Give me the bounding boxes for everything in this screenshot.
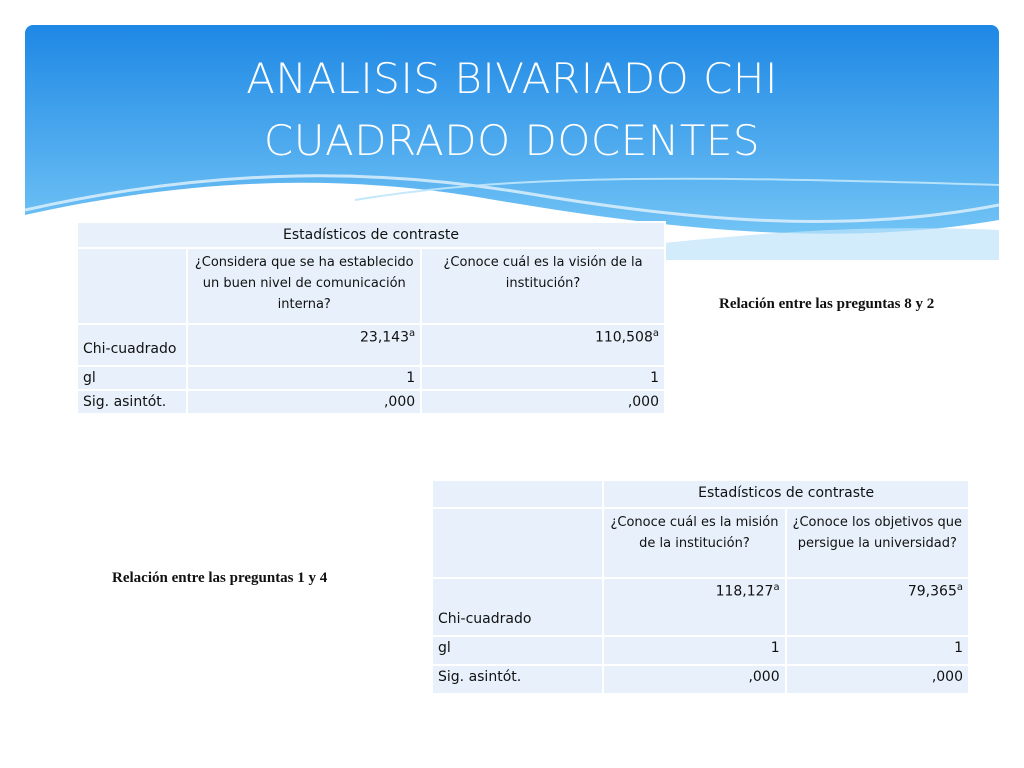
- table-row: [78, 367, 664, 389]
- table-caption: Estadísticos de contraste: [604, 481, 968, 507]
- column-header: ¿Conoce cuál es la misión de la institución?: [604, 509, 784, 577]
- column-header: ¿Considera que se ha establecido un buen nivel de comunicación interna?: [188, 249, 420, 323]
- table-row: [78, 325, 664, 365]
- value-cell: 118,127$^a$: [604, 579, 784, 635]
- value-cell: 79,365$^a$: [787, 579, 968, 635]
- value-cell: ,000: [422, 391, 664, 413]
- row-label: gl: [433, 637, 602, 664]
- value-cell: 1: [422, 367, 664, 389]
- empty-header-cell: [78, 249, 186, 323]
- column-header: ¿Conoce cuál es la visión de la institución?: [422, 249, 664, 323]
- stats-table-2: [431, 479, 970, 695]
- relation-label-2: Relación entre las preguntas 1 y 4: [112, 570, 328, 586]
- value-cell: 1: [604, 637, 784, 664]
- value-cell: 110,508$^a$: [422, 325, 664, 365]
- slide-title: [25, 48, 999, 172]
- row-label: Sig. asintót.: [433, 666, 602, 693]
- title-line-2: CUADRADO DOCENTES: [263, 116, 761, 165]
- title-line-1: ANALISIS BIVARIADO CHI: [246, 54, 778, 103]
- value-cell: ,000: [787, 666, 968, 693]
- row-label: gl: [78, 367, 186, 389]
- table-row: [433, 579, 968, 635]
- value-cell: ,000: [604, 666, 784, 693]
- row-label: Chi-cuadrado: [433, 579, 602, 635]
- table-row: [433, 666, 968, 693]
- row-label: Sig. asintót.: [78, 391, 186, 413]
- value-cell: 1: [787, 637, 968, 664]
- empty-header-cell: [433, 481, 602, 507]
- column-header: ¿Conoce los objetivos que persigue la universidad?: [787, 509, 968, 577]
- empty-header-cell: [433, 509, 602, 577]
- value-cell: ,000: [188, 391, 420, 413]
- relation-label-1: Relación entre las preguntas 8 y 2: [719, 296, 935, 312]
- row-label: Chi-cuadrado: [78, 325, 186, 365]
- value-cell: 23,143$^a$: [188, 325, 420, 365]
- table-caption: Estadísticos de contraste: [78, 223, 664, 247]
- stats-table-1: [76, 221, 666, 415]
- table-row: [78, 391, 664, 413]
- value-cell: 1: [188, 367, 420, 389]
- table-row: [433, 637, 968, 664]
